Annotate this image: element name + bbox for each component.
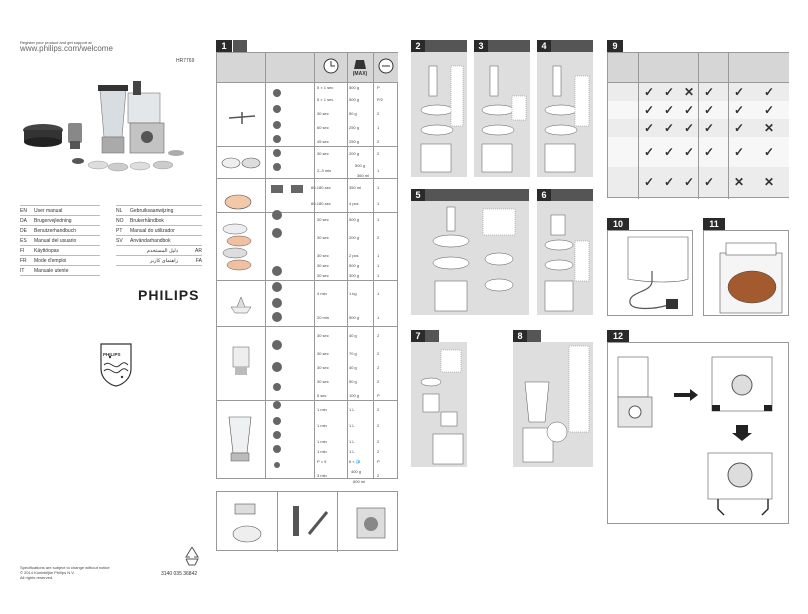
check-mark: ✓ xyxy=(663,175,675,189)
check-mark: ✓ xyxy=(763,85,775,99)
shield-wordmark: PHILIPS xyxy=(103,352,121,357)
language-list-left xyxy=(20,205,100,276)
cross-mark: ✕ xyxy=(683,85,695,99)
section-1-icon xyxy=(233,40,247,52)
language-row: DA Brugervejledning xyxy=(20,216,100,226)
kneading-disc-icon xyxy=(223,193,253,211)
blender-jar-icon xyxy=(225,415,255,465)
support-url[interactable]: www.philips.com/welcome xyxy=(20,44,113,53)
check-mark: ✓ xyxy=(643,145,655,159)
speed-icon xyxy=(378,58,394,74)
language-row: دليل المستخدم AR xyxy=(116,246,202,256)
check-mark: ✓ xyxy=(703,175,715,189)
check-mark: ✓ xyxy=(643,121,655,135)
section-5-panel xyxy=(411,201,529,315)
section-5-icon xyxy=(425,189,529,201)
section-9-number: 9 xyxy=(607,40,623,52)
model-number: HR7769 xyxy=(176,58,195,64)
section-7-icon xyxy=(425,330,439,342)
cross-mark: ✕ xyxy=(763,121,775,135)
section-10-number: 10 xyxy=(607,218,629,230)
footer-line-3: All rights reserved. xyxy=(20,575,54,580)
philips-wordmark: PHILIPS xyxy=(138,287,200,303)
language-row: NO Brukerhåndbok xyxy=(116,216,202,226)
section-5-number: 5 xyxy=(411,189,425,201)
section-4-icon xyxy=(551,40,593,52)
philips-shield-logo xyxy=(100,343,132,387)
section-7-panel xyxy=(411,342,467,467)
language-row: FR Mode d'emploi xyxy=(20,256,100,266)
check-mark: ✓ xyxy=(643,103,655,117)
check-mark: ✓ xyxy=(703,103,715,117)
slicing-discs-icon xyxy=(221,221,261,273)
check-mark: ✓ xyxy=(763,145,775,159)
language-row: IT Manuale utente xyxy=(20,266,100,276)
language-list-right xyxy=(116,205,202,266)
check-mark: ✓ xyxy=(683,121,695,135)
check-mark: ✓ xyxy=(763,103,775,117)
dishwasher-marks xyxy=(608,83,789,197)
section-6-panel xyxy=(537,201,593,315)
check-mark: ✓ xyxy=(703,121,715,135)
language-row: DE Benutzerhandbuch xyxy=(20,226,100,236)
check-mark: ✓ xyxy=(683,175,695,189)
check-mark: ✓ xyxy=(733,103,745,117)
language-row: NL Gebruiksaanwijzing xyxy=(116,206,202,216)
weight-icon xyxy=(353,56,367,70)
check-mark: ✓ xyxy=(663,145,675,159)
section-2-panel xyxy=(411,52,467,177)
dishwasher-table xyxy=(607,52,789,198)
check-mark: ✓ xyxy=(683,103,695,117)
section-12-panel xyxy=(607,342,789,524)
language-row: راهنمای کاربر FA xyxy=(116,256,202,266)
check-mark: ✓ xyxy=(643,175,655,189)
check-mark: ✓ xyxy=(703,85,715,99)
section-3-icon xyxy=(488,40,530,52)
section-6-number: 6 xyxy=(537,189,551,201)
blade-icon xyxy=(227,108,257,128)
section-7-number: 7 xyxy=(411,330,425,342)
section-6-icon xyxy=(551,189,593,201)
whisk-disc-icon xyxy=(221,153,263,173)
timer-icon xyxy=(323,58,339,74)
footer-line-2: © 2014 Koninklijke Philips N.V. xyxy=(20,570,75,575)
mill-icon xyxy=(227,345,255,379)
language-row: EN User manual xyxy=(20,206,100,216)
document-number: 3140 035 36842 xyxy=(161,571,198,577)
language-row: FI Käyttöopas xyxy=(20,246,100,256)
section-2-number: 2 xyxy=(411,40,425,52)
check-mark: ✓ xyxy=(663,121,675,135)
cross-mark: ✕ xyxy=(733,175,745,189)
check-mark: ✓ xyxy=(703,145,715,159)
section-1-number: 1 xyxy=(216,40,232,52)
recycle-icon xyxy=(180,545,204,567)
check-mark: ✓ xyxy=(683,145,695,159)
recipe-table: (MAX) 5 × 1 sec 500 g P 5 × 1 sec 500 g P/2 30 sec 50 g 2 60 sec 250 g 1 45 sec 250 g 2 30 sec 200 g 2 2–3 min 500 g 1 360 ml 60-180 sec 350 ml 1 60-180 sec 4 pcs 1 30 sec 500 g 1 30 sec 200 g 2 30 sec 2 pcs 1 30 sec 500 g 1 30 sec 300 g 1 4 min 1 kg 1 20 min 500 g 1 30 sec 40 g 2 30 sec 70 g 2 30 sec 40 g 2 30 sec 50 g 2 5 sec 100 g P 1 min 1 L 2 1 min 1 L 2 1 min 1 L 2 1 min 1 L 2 P × 9 6 × 🧊 P 3 min 400 g 2 600 ml xyxy=(216,52,398,479)
section-4-number: 4 xyxy=(537,40,551,52)
max-label: (MAX) xyxy=(352,71,368,77)
product-illustration xyxy=(18,75,208,185)
check-mark: ✓ xyxy=(733,145,745,159)
section-11-number: 11 xyxy=(703,218,725,230)
section-4-panel xyxy=(537,52,593,177)
citrus-press-icon xyxy=(227,293,255,315)
section-8-number: 8 xyxy=(513,330,527,342)
accessory-overview xyxy=(216,491,398,551)
section-3-panel xyxy=(474,52,530,177)
register-text: Register your product and get support at xyxy=(20,40,92,45)
footer-line-1: Specifications are subject to change without notice xyxy=(20,565,110,570)
language-row: PT Manual do utilizador xyxy=(116,226,202,236)
check-mark: ✓ xyxy=(733,85,745,99)
section-8-icon xyxy=(527,330,541,342)
section-11-panel xyxy=(703,230,789,316)
language-row: ES Manual del usuario xyxy=(20,236,100,246)
section-10-panel xyxy=(607,230,693,316)
check-mark: ✓ xyxy=(663,85,675,99)
check-mark: ✓ xyxy=(643,85,655,99)
section-2-icon xyxy=(425,40,467,52)
section-8-panel xyxy=(513,342,593,467)
cross-mark: ✕ xyxy=(763,175,775,189)
check-mark: ✓ xyxy=(663,103,675,117)
section-3-number: 3 xyxy=(474,40,488,52)
language-row: SV Användarhandbok xyxy=(116,236,202,246)
check-mark: ✓ xyxy=(733,121,745,135)
section-12-number: 12 xyxy=(607,330,629,342)
food-icons-column xyxy=(269,87,313,477)
